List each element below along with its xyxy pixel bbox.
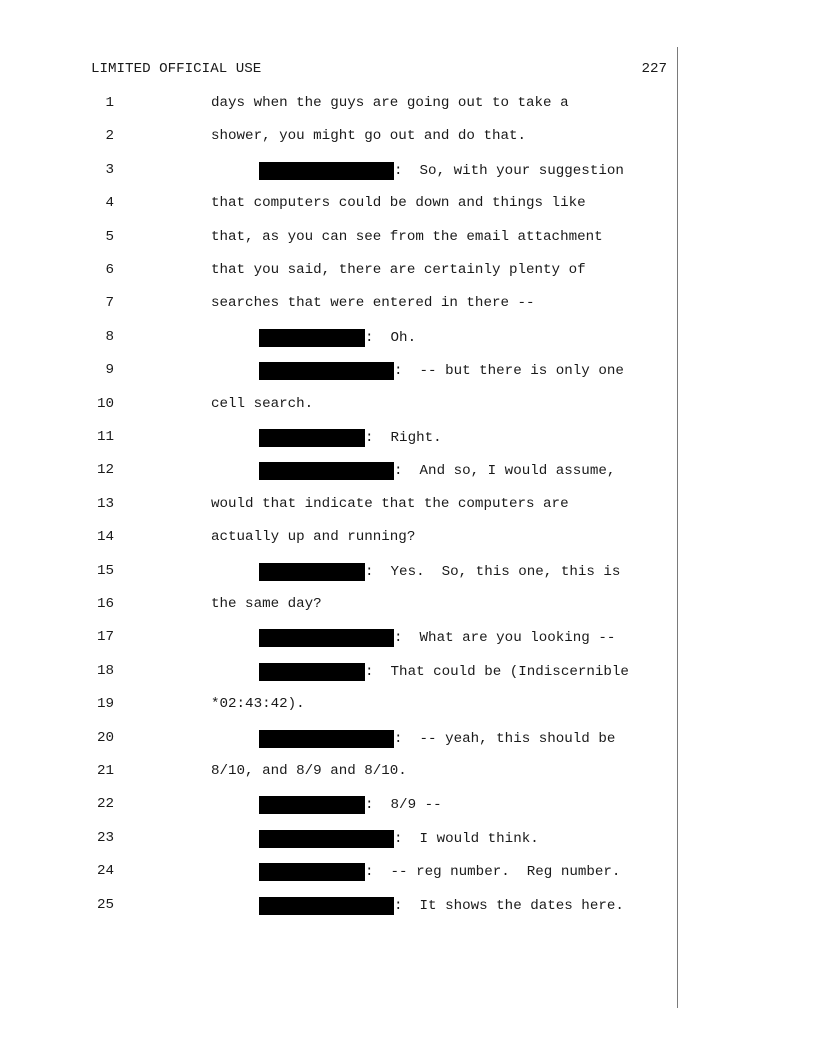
- line-text: searches that were entered in there --: [211, 295, 535, 312]
- transcript-line: [0, 596, 677, 616]
- line-number: 12: [96, 462, 114, 479]
- line-text: that computers could be down and things like: [211, 195, 586, 212]
- line-number: 20: [96, 729, 114, 746]
- line-text: days when the guys are going out to take a: [211, 95, 569, 111]
- speaker-text: : -- yeah, this should be: [394, 730, 616, 747]
- speaker-line: [259, 863, 620, 881]
- redacted-speaker-name: [259, 329, 365, 347]
- redacted-speaker-name: [259, 429, 365, 447]
- transcript-line: [0, 863, 677, 883]
- transcript-line: [0, 128, 677, 148]
- speaker-text: : -- but there is only one: [394, 363, 624, 380]
- speaker-line: [259, 563, 620, 581]
- transcript-line: [0, 162, 677, 182]
- redacted-speaker-name: [259, 796, 365, 814]
- line-number: 1: [105, 95, 114, 111]
- transcript-line: [0, 563, 677, 583]
- transcript-line: [0, 195, 677, 215]
- speaker-text: : It shows the dates here.: [394, 897, 624, 914]
- line-number: 16: [96, 596, 114, 612]
- transcript-line: [0, 429, 677, 449]
- transcript-line: [0, 830, 677, 850]
- speaker-line: [259, 830, 539, 848]
- transcript-line: [0, 95, 677, 115]
- speaker-text: : So, with your suggestion: [394, 162, 624, 179]
- redacted-speaker-name: [259, 563, 365, 581]
- line-number: 25: [96, 896, 114, 913]
- line-number: 24: [96, 863, 114, 880]
- transcript-line: [0, 897, 677, 917]
- line-text: that you said, there are certainly plenty of: [211, 262, 586, 278]
- line-text: shower, you might go out and do that.: [211, 128, 527, 145]
- line-number: 10: [96, 395, 114, 412]
- line-text: would that indicate that the computers are: [211, 495, 569, 512]
- speaker-text: : 8/9 --: [365, 797, 442, 814]
- page-number: 227: [641, 61, 667, 77]
- speaker-line: [259, 663, 629, 681]
- line-number: 7: [105, 295, 114, 312]
- line-number: 19: [96, 696, 114, 713]
- redacted-speaker-name: [259, 162, 394, 180]
- speaker-text: : I would think.: [394, 830, 539, 847]
- redacted-speaker-name: [259, 663, 365, 681]
- line-number: 14: [96, 529, 114, 546]
- speaker-line: [259, 162, 624, 180]
- transcript-line: [0, 696, 677, 716]
- line-text: actually up and running?: [211, 529, 416, 546]
- speaker-line: [259, 796, 442, 814]
- transcript-line: [0, 763, 677, 783]
- speaker-line: [259, 429, 442, 447]
- line-number: 8: [105, 328, 114, 345]
- line-number: 2: [105, 128, 114, 145]
- line-text: *02:43:42).: [211, 696, 305, 713]
- speaker-text: : That could be (Indiscernible: [365, 663, 629, 680]
- line-number: 18: [96, 662, 114, 679]
- line-number: 21: [96, 763, 114, 779]
- line-number: 9: [105, 362, 114, 379]
- line-number: 5: [105, 228, 114, 245]
- transcript-line: [0, 629, 677, 649]
- speaker-line: [259, 329, 416, 347]
- speaker-text: : And so, I would assume,: [394, 463, 616, 480]
- speaker-text: : Right.: [365, 430, 442, 446]
- speaker-line: [259, 462, 615, 480]
- line-number: 4: [105, 195, 114, 212]
- speaker-line: [259, 362, 624, 380]
- speaker-line: [259, 629, 615, 647]
- redacted-speaker-name: [259, 830, 394, 848]
- speaker-text: : -- reg number. Reg number.: [365, 864, 621, 881]
- transcript-line: [0, 295, 677, 315]
- line-number: 17: [96, 629, 114, 646]
- transcript-line: [0, 229, 677, 249]
- transcript-line: [0, 796, 677, 816]
- line-text: the same day?: [211, 596, 322, 612]
- redacted-speaker-name: [259, 897, 394, 915]
- transcript-line: [0, 362, 677, 382]
- right-margin-rule: [677, 47, 678, 1008]
- line-number: 3: [105, 161, 114, 178]
- line-number: 15: [96, 562, 114, 579]
- redacted-speaker-name: [259, 362, 394, 380]
- line-number: 23: [96, 829, 114, 846]
- speaker-line: [259, 730, 615, 748]
- transcript-line: [0, 730, 677, 750]
- transcript-line: [0, 396, 677, 416]
- redacted-speaker-name: [259, 863, 365, 881]
- transcript-line: [0, 462, 677, 482]
- speaker-text: : What are you looking --: [394, 630, 616, 647]
- transcript-line: [0, 496, 677, 516]
- speaker-text: : Yes. So, this one, this is: [365, 563, 621, 580]
- speaker-line: [259, 897, 624, 915]
- redacted-speaker-name: [259, 462, 394, 480]
- classification-header: LIMITED OFFICIAL USE: [91, 61, 262, 77]
- transcript-line: [0, 529, 677, 549]
- transcript-line: [0, 663, 677, 683]
- line-text: 8/10, and 8/9 and 8/10.: [211, 763, 407, 779]
- speaker-text: : Oh.: [365, 329, 417, 346]
- line-number: 13: [96, 495, 114, 512]
- redacted-speaker-name: [259, 730, 394, 748]
- line-text: cell search.: [211, 395, 314, 412]
- line-number: 22: [96, 796, 114, 813]
- transcript-line: [0, 329, 677, 349]
- line-text: that, as you can see from the email attachment: [211, 228, 603, 245]
- line-number: 6: [105, 262, 114, 278]
- line-number: 11: [96, 429, 114, 445]
- redacted-speaker-name: [259, 629, 394, 647]
- transcript-line: [0, 262, 677, 282]
